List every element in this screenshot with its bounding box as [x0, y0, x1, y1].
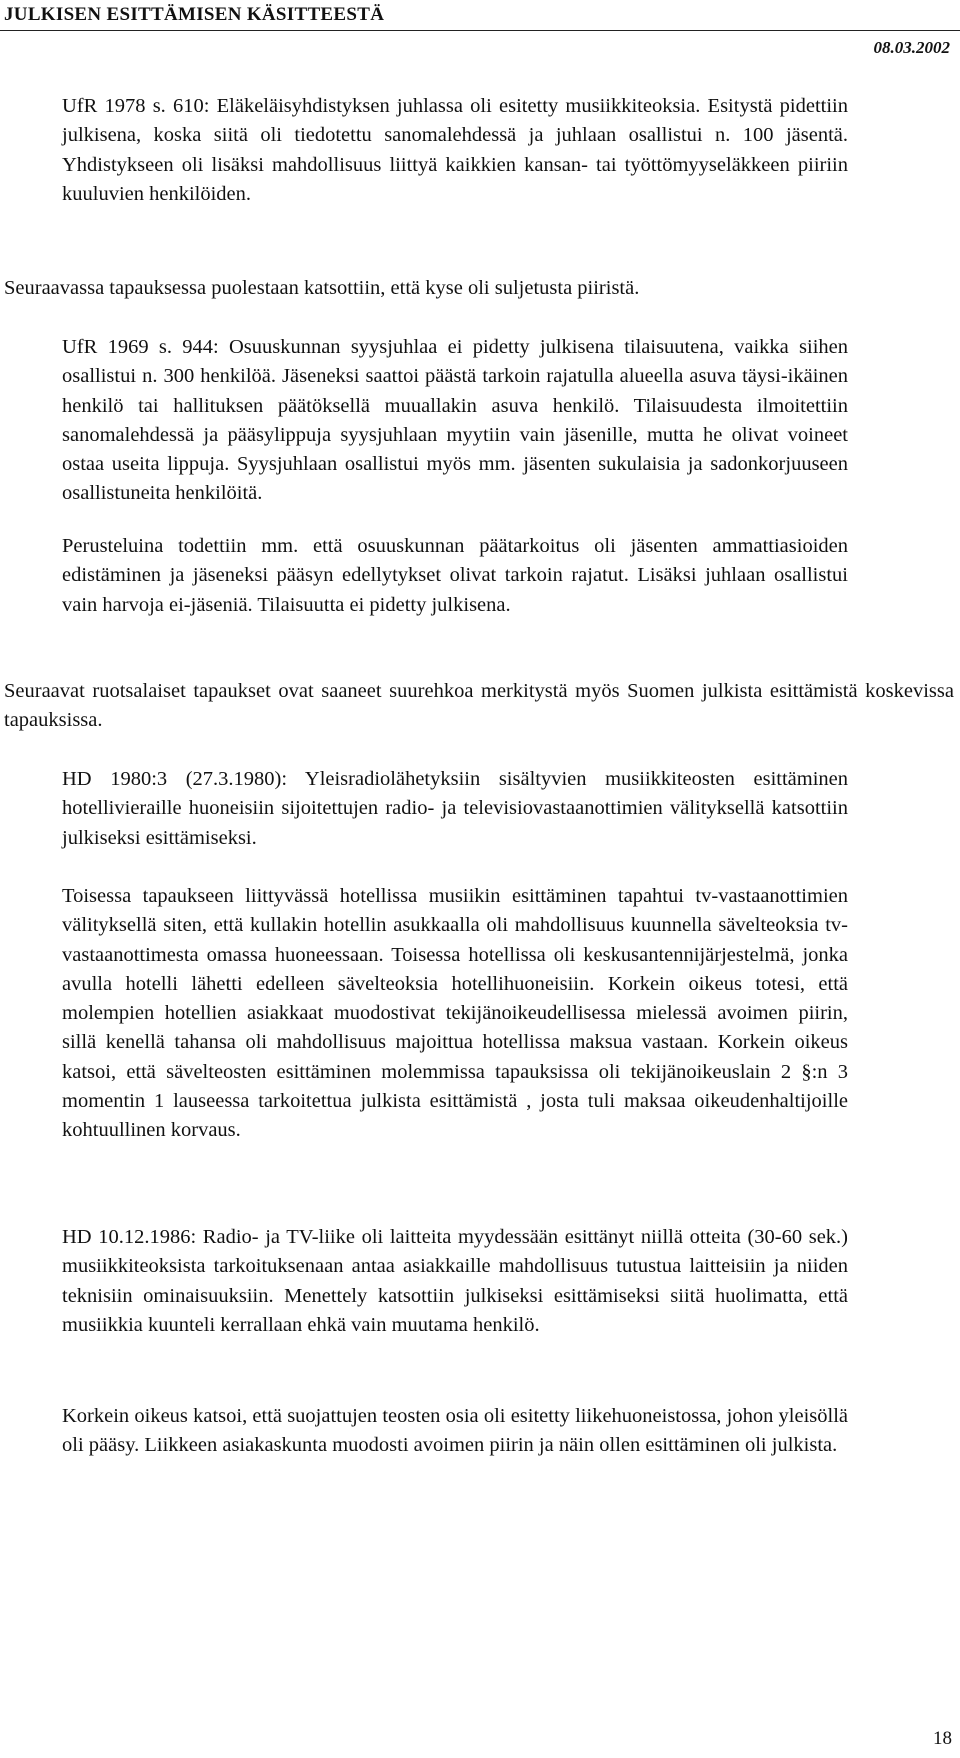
paragraph-reasoning: Perusteluina todettiin mm. että osuuskunnan päätarkoitus oli jäsenten ammattiasioiden edistäminen ja jäseneksi pääsyn edellytykset olivat tarkoin rajatut. Lisäksi juhlaan osallistui vain harvoja ei-jäseniä. Tilaisuutta ei pidetty julkisena.: [62, 535, 848, 616]
paragraph-hd-1980: HD 1980:3 (27.3.1980): Yleisradiolähetyksiin sisältyvien musiikkiteosten esittäminen hotellivieraille huoneisiin sijoitettujen radio- ja televisiovastaanottimien välityksellä katsottiin julkiseksi esittämiseksi.: [62, 768, 848, 849]
paragraph-swedish-cases-intro: Seuraavat ruotsalaiset tapaukset ovat saaneet suurehkoa merkitystä myös Suomen julkista esittämistä koskevissa tapauksissa.: [4, 680, 954, 732]
document-date: 08.03.2002: [873, 38, 950, 57]
paragraph-hd-1986: HD 10.12.1986: Radio- ja TV-liike oli laitteita myydessään esittänyt niillä otteita (30-60 sek.) musiikkiteoksista tarkoituksenaan antaa asiakkaille mahdollisuus tutustua laitteisiin ja niiden teknisiin ominaisuuksiin. Menettely katsottiin julkiseksi esittämiseksi siitä huolimatta, että musiikkia kuunteli kerrallaan ehkä vain muutama henkilö.: [62, 1226, 848, 1336]
header-divider: [0, 30, 960, 31]
page-number: 18: [933, 1728, 952, 1749]
paragraph-hotel-case: Toisessa tapaukseen liittyvässä hotellissa musiikin esittäminen tapahtui tv-vastaanottimien välityksellä siten, että kullakin hotellin asukkaalla oli mahdollisuus kuunnella sävelteoksia tv-vastaanottimesta omassa huoneessaan. Toisessa hotellissa oli keskusantennijärjestelmä, jonka avulla hotelli lähetti edelleen sävelteoksia hotellihuoneisiin. Korkein oikeus totesi, että molempien hotellien asiakkaat muodostivat tekijänoikeudellisessa mielessä avoimen piirin, sillä kenellä tahansa oli mahdollisuus majoittua hotellissa maksua vastaan. Korkein oikeus katsoi, että sävelteosten esittäminen molemmissa tapauksissa oli tekijänoikeuslain 2 §:n 3 momentin 1 lauseessa tarkoitettua julkista esittämistä , josta tuli maksaa oikeudenhaltijoille kohtuullinen korvaus.: [62, 885, 848, 1142]
paragraph-ufr-1969: UfR 1969 s. 944: Osuuskunnan syysjuhlaa ei pidetty julkisena tilaisuutena, vaikka siihen osallistui n. 300 henkilöä. Jäseneksi saattoi päästä tarkoin rajatulla alueella asuva täysi-ikäinen henkilö tai hallituksen päätöksellä muuallakin asuva henkilö. Tilaisuudesta ilmoitettiin sanomalehdessä ja pääsylippuja syysjuhlaan myytiin vain jäsenille, mutta he olivat voineet ostaa useita lippuja. Syysjuhlaan osallistui myös mm. jäsenten sukulaisia ja sadonkorjuuseen osallistuneita henkilöitä.: [62, 336, 848, 505]
paragraph-ufr-1978: UfR 1978 s. 610: Eläkeläisyhdistyksen juhlassa oli esitetty musiikkiteoksia. Esitystä pidettiin julkisena, koska siitä oli tiedotettu sanomalehdessä ja juhlaan osallistui n. 100 jäsentä. Yhdistykseen oli lisäksi mahdollisuus liittyä kaikkien kansan- tai työttömyyseläkkeen piiriin kuuluvien henkilöiden.: [62, 95, 848, 205]
paragraph-closed-circle-intro: Seuraavassa tapauksessa puolestaan katsottiin, että kyse oli suljetusta piiristä.: [4, 277, 640, 299]
document-header-title: JULKISEN ESITTÄMISEN KÄSITTEESTÄ: [4, 4, 385, 25]
paragraph-supreme-court-conclusion: Korkein oikeus katsoi, että suojattujen teosten osia oli esitetty liikehuoneistossa, johon yleisöllä oli pääsy. Liikkeen asiakaskunta muodosti avoimen piirin ja näin ollen esittäminen oli julkista.: [62, 1405, 848, 1457]
